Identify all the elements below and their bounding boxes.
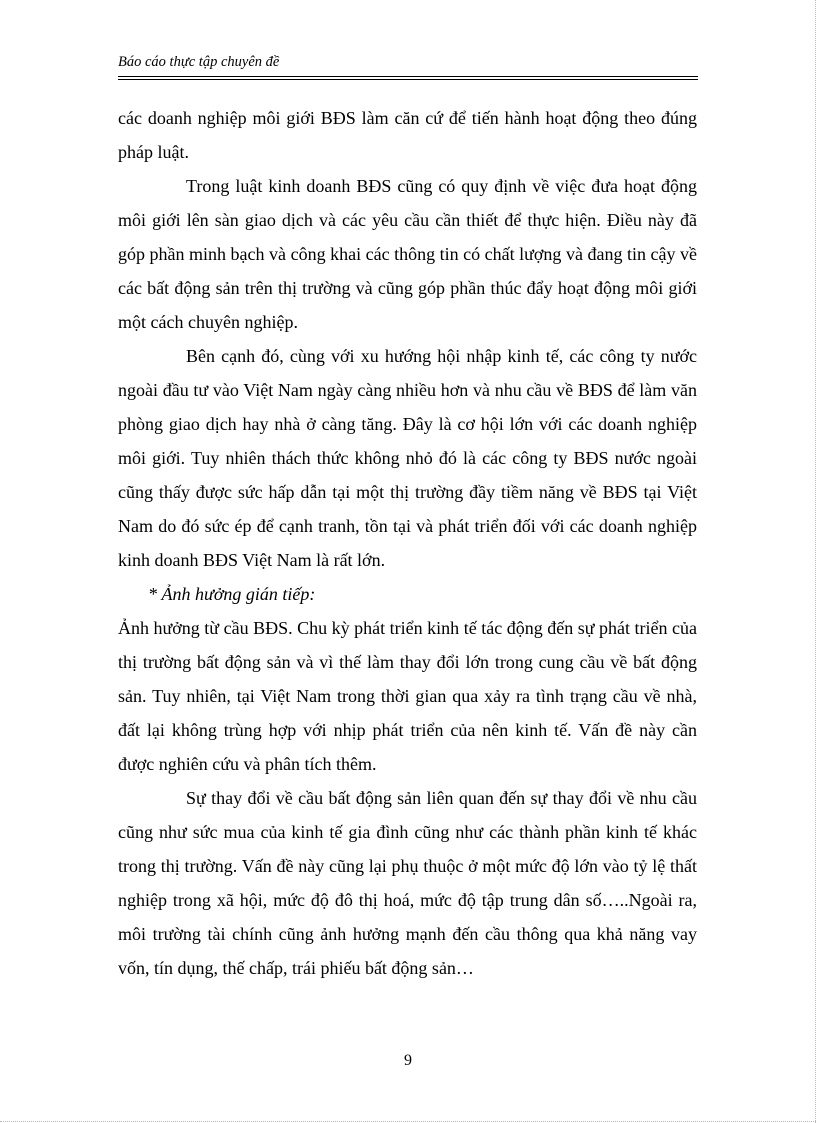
header-title: Báo cáo thực tập chuyên đề	[118, 54, 280, 70]
header-rule	[118, 76, 698, 77]
paragraph-integration: Bên cạnh đó, cùng với xu hướng hội nhập kinh tế, các công ty nước ngoài đầu tư vào Việt Nam ngày càng nhiều hơn và nhu cầu về BĐS để làm văn phòng giao dịch hay nhà ở càng tăng. Đây là cơ hội lớn với các doanh nghiệp môi giới. Tuy nhiên thách thức không nhỏ đó là các công ty BĐS nước ngoài cũng thấy được sức hấp dẫn tại một thị trường đầy tiềm năng về BĐS tại Việt Nam do đó sức ép để cạnh tranh, tồn tại và phát triển đối với các doanh nghiệp kinh doanh BĐS Việt Nam là rất lớn.	[118, 346, 697, 570]
paragraph-real-estate-law: Trong luật kinh doanh BĐS cũng có quy định về việc đưa hoạt động môi giới lên sàn giao dịch và các yêu cầu cần thiết để thực hiện. Điều này đã góp phần minh bạch và công khai các thông tin có chất lượng và đang tin cậy về các bất động sản trên thị trường và cũng góp phần thúc đẩy hoạt động môi giới một cách chuyên nghiệp.	[118, 176, 697, 332]
page-header	[118, 54, 698, 76]
paragraph-continuation: các doanh nghiệp môi giới BĐS làm căn cứ để tiến hành hoạt động theo đúng pháp luật.	[118, 108, 697, 162]
paragraph-demand-change: Sự thay đổi về cầu bất động sản liên quan đến sự thay đổi về nhu cầu cũng như sức mua của kinh tế gia đình cũng như các thành phần kinh tế khác trong thị trường. Vấn đề này cũng lại phụ thuộc ở một mức độ lớn vào tỷ lệ thất nghiệp trong xã hội, mức độ đô thị hoá, mức độ tập trung dân số…..Ngoài ra, môi trường tài chính cũng ảnh hưởng mạnh đến cầu thông qua khả năng vay vốn, tín dụng, thế chấp, trái phiếu bất động sản…	[118, 788, 697, 978]
page-frame-bottom	[0, 1121, 816, 1122]
paragraph-demand-impact: Ảnh hưởng từ cầu BĐS. Chu kỳ phát triển kinh tế tác động đến sự phát triển của thị trường bất động sản và vì thế làm thay đổi lớn trong cung cầu về bất động sản. Tuy nhiên, tại Việt Nam trong thời gian qua xảy ra tình trạng cầu về nhà, đất lại không trùng hợp với nhịp phát triển của nên kinh tế. Vấn đề này cần được nghiên cứu và phân tích thêm.	[118, 618, 697, 774]
subheading-indirect-impact: * Ảnh hưởng gián tiếp:	[148, 584, 316, 604]
header-rule-thin	[118, 79, 698, 80]
body-text	[118, 101, 697, 985]
page-number: 9	[404, 1052, 412, 1069]
